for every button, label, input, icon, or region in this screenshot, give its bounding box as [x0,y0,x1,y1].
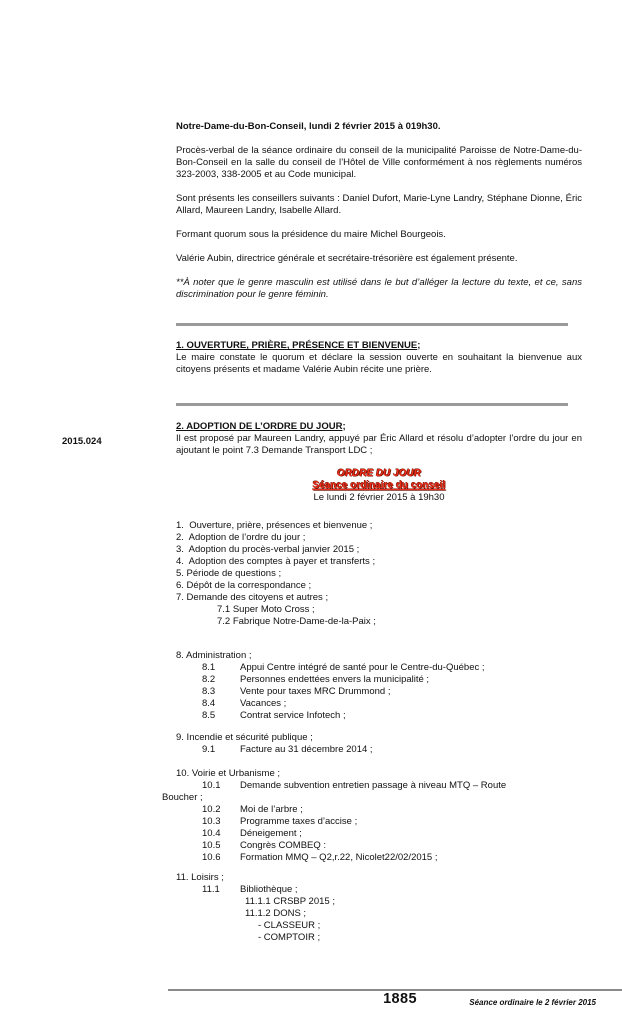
agenda-item [176,804,582,816]
page-number: 1885 [383,991,417,1007]
agenda-item [162,792,582,804]
section-2-heading [176,421,582,433]
section-1-heading [176,340,582,352]
section-2-heading-suffix: ; [342,421,346,432]
agenda-item-text: 2. Adoption de l’ordre du jour ; [176,532,306,543]
agenda-item [176,532,582,544]
footer-session-note: Séance ordinaire le 2 février 2015 [469,998,596,1007]
agenda-item-text: 8. Administration ; [176,650,252,661]
agenda-item-text: 6. Dépôt de la correspondance ; [176,580,312,591]
section-1-heading-suffix: ; [417,340,421,351]
agenda-item-number: 11.1 [202,884,220,895]
agenda-item [176,686,582,698]
resolution-number: 2015.024 [62,436,102,447]
paragraph-quorum: Formant quorum sous la présidence du maire Michel Bourgeois. [176,229,446,240]
agenda-item [176,816,582,828]
agenda-item [176,744,582,756]
agenda-item-number: 10.4 [202,828,221,839]
section-2-body: Il est proposé par Maureen Landry, appuyé par Éric Allard et résolu d’adopter l’ordre du jour en ajoutant le point 7.3 Demande Transport LDC ; [176,433,582,456]
agenda-item-text: 7.2 Fabrique Notre-Dame-de-la-Paix ; [217,616,376,627]
agenda-item-text: Congrès COMBEQ : [240,840,327,851]
agenda-item [176,840,582,852]
agenda-item-text: 11.1.2 DONS ; [245,908,307,919]
agenda-item [176,650,582,662]
agenda-item-text: 11.1.1 CRSBP 2015 ; [245,896,335,907]
agenda-item-text: 11. Loisirs ; [176,872,224,883]
agenda-item-text: Boucher ; [162,792,203,803]
agenda-item [176,616,582,628]
agenda-item-text: 1. Ouverture, prière, présences et bienvenue ; [176,520,373,531]
agenda-item-text: Personnes endettées envers la municipalité ; [240,674,430,685]
agenda-item-number: 8.3 [202,686,216,697]
agenda-item [176,828,582,840]
agenda-gap [176,864,582,872]
agenda-item-number: 10.2 [202,804,221,815]
agenda-item [176,710,582,722]
agenda-gap [176,628,582,650]
section-1-heading-text: 1. OUVERTURE, PRIÈRE, PRÉSENCE ET BIENVENUE [176,340,418,351]
agenda-item-number: 10.5 [202,840,221,851]
agenda-item-number: 8.2 [202,674,216,685]
agenda-item-number: 8.4 [202,698,216,709]
agenda-item-text: Déneigement ; [240,828,302,839]
agenda-heading: ORDRE DU JOUR [337,468,421,479]
agenda-item-text: - COMPTOIR ; [258,932,321,943]
agenda-item-number: 10.3 [202,816,221,827]
agenda-item-text: Demande subvention entretien passage à niveau MTQ – Route [240,780,507,791]
agenda-item [176,698,582,710]
agenda-item-text: 3. Adoption du procès-verbal janvier 2015 ; [176,544,360,555]
agenda-item [176,920,582,932]
agenda-subheading: Séance ordinaire du conseil [312,480,446,491]
agenda-item-text: 7. Demande des citoyens et autres ; [176,592,329,603]
agenda-item [176,932,582,944]
paragraph-secretaire: Valérie Aubin, directrice générale et secrétaire-trésorière est également présente. [176,253,518,264]
agenda-item [176,908,582,920]
agenda-gap [176,722,582,732]
agenda-item-text: 5. Période de questions ; [176,568,282,579]
paragraph-conseillers-presents: Sont présents les conseillers suivants : Daniel Dufort, Marie-Lyne Landry, Stéphane Dionne, Éric Allard, Maureen Landry, Isabelle Allard. [176,193,582,216]
agenda-item-text: - CLASSEUR ; [258,920,321,931]
agenda-item-number: 10.1 [202,780,221,791]
agenda-item [176,592,582,604]
agenda-subheading-wrap [176,480,582,492]
agenda-item [176,674,582,686]
agenda-item-number: 10.6 [202,852,221,863]
agenda-item [176,568,582,580]
agenda-item-text: Formation MMQ – Q2,r.22, Nicolet22/02/2015 ; [240,852,438,863]
section-1-body: Le maire constate le quorum et déclare la session ouverte en souhaitant la bienvenue aux citoyens présents et madame Valérie Aubin récite une prière. [176,352,582,375]
agenda-item [176,604,582,616]
agenda-item [176,556,582,568]
agenda-date-line: Le lundi 2 février 2015 à 19h30 [313,492,445,503]
paragraph-proces-verbal: Procès-verbal de la séance ordinaire du conseil de la municipalité Paroisse de Notre-Dame-du-Bon-Conseil en la salle du conseil de l’Hôtel de Ville conformément à nos règlements numéros 323-2003, 338-2005 et au Code municipal. [176,145,582,180]
agenda-item-text: Bibliothèque ; [240,884,298,895]
section-2-heading-text: 2. ADOPTION DE L’ORDRE DU JOUR [176,421,343,432]
agenda-item [176,520,582,532]
agenda-gap [176,756,582,768]
agenda-item [176,768,582,780]
agenda-item-text: Contrat service Infotech ; [240,710,346,721]
agenda-item-number: 9.1 [202,744,216,755]
document-title: Notre-Dame-du-Bon-Conseil, lundi 2 février 2015 à 019h30. [176,121,441,132]
agenda-item-text: 7.1 Super Moto Cross ; [217,604,315,615]
agenda-item-text: Moi de l’arbre ; [240,804,303,815]
section-divider [176,323,568,326]
document-body [162,121,582,944]
agenda-item-text: Programme taxes d’accise ; [240,816,358,827]
agenda-item-text: 9. Incendie et sécurité publique ; [176,732,313,743]
paragraph-note-genre: **À noter que le genre masculin est utilisé dans le but d’alléger la lecture du texte, et ce, sans discrimination pour le genre féminin. [176,277,582,300]
agenda-item [176,544,582,556]
agenda-item [176,780,582,792]
agenda-list [162,520,582,944]
agenda-item [176,872,582,884]
agenda-item-text: 4. Adoption des comptes à payer et transferts ; [176,556,376,567]
agenda-item [176,884,582,896]
agenda-item [176,852,582,864]
agenda-item-text: 10. Voirie et Urbanisme ; [176,768,281,779]
agenda-item [176,732,582,744]
agenda-item [176,896,582,908]
section-divider [176,403,568,406]
agenda-item-number: 8.1 [202,662,216,673]
agenda-item-text: Appui Centre intégré de santé pour le Centre-du-Québec ; [240,662,485,673]
agenda-item [176,580,582,592]
agenda-item-text: Facture au 31 décembre 2014 ; [240,744,373,755]
agenda-item-text: Vente pour taxes MRC Drummond ; [240,686,391,697]
agenda-item-number: 8.5 [202,710,216,721]
agenda-item [176,662,582,674]
agenda-item-text: Vacances ; [240,698,287,709]
